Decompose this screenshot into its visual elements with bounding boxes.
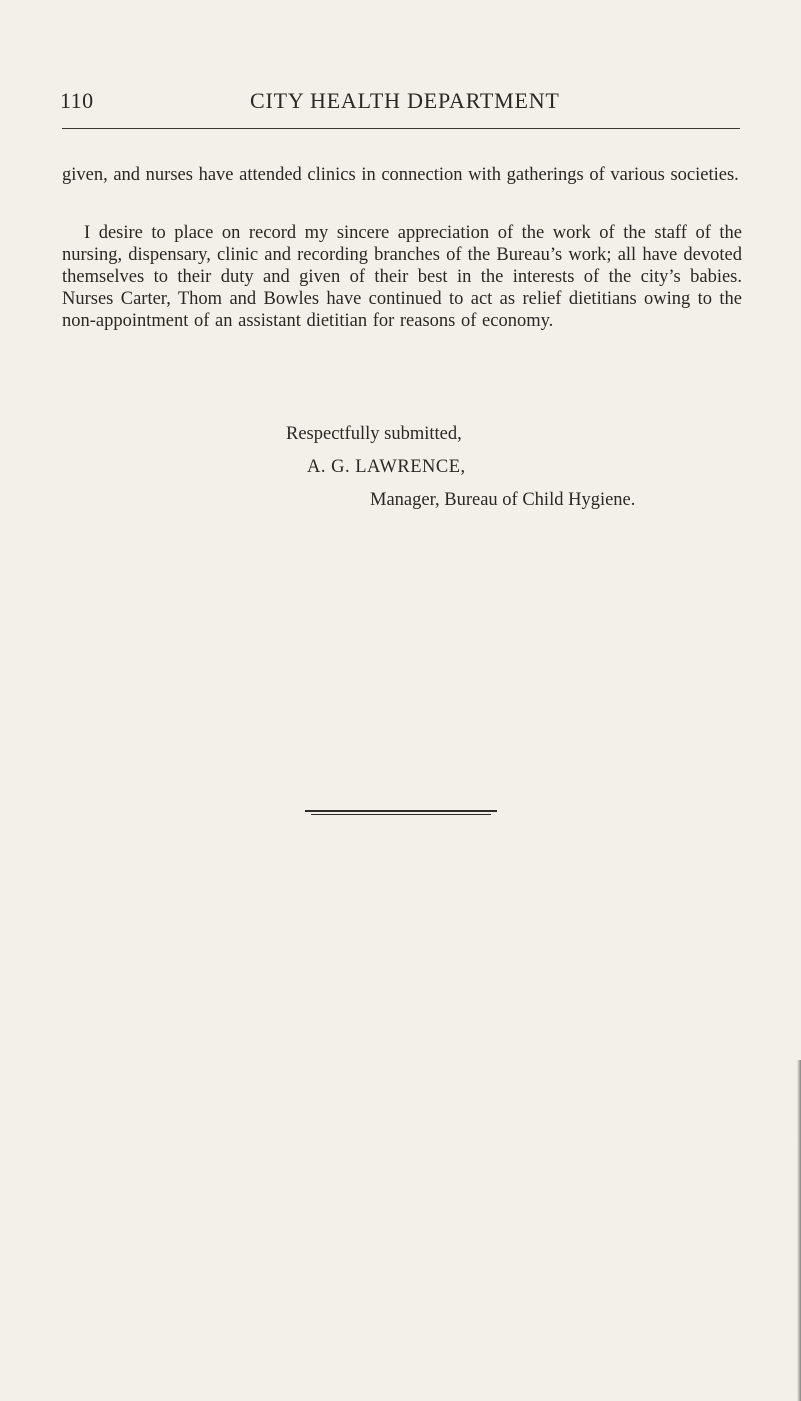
- signature-closing: Respectfully submitted,: [286, 424, 462, 444]
- page-number: 110: [60, 88, 94, 113]
- signature-name: A. G. LAWRENCE,: [307, 457, 466, 477]
- running-head: CITY HEALTH DEPARTMENT: [250, 88, 560, 113]
- header-rule: [62, 128, 740, 129]
- end-rule-line-top: [305, 810, 497, 812]
- page-edge-shadow: [797, 1060, 801, 1401]
- paragraph-appreciation: I desire to place on record my sincere appreciation of the work of the staff of the nursing, dispensary, clinic and recording branches of the Bureau’s work; all have devoted themselves to their duty and given of their best in the interests of the city’s babies. Nurses Carter, Thom and Bowles have continued to act as relief dietitians owing to the non-appointment of an assistant dietitian for reasons of economy.: [62, 223, 742, 331]
- page-header: [60, 88, 740, 124]
- end-rule-line-bottom: [311, 814, 491, 815]
- signature-title: Manager, Bureau of Child Hygiene.: [370, 490, 636, 510]
- end-rule-ornament: [305, 810, 497, 818]
- paragraph-continued: given, and nurses have attended clinics in connection with gatherings of various societies.: [62, 165, 739, 185]
